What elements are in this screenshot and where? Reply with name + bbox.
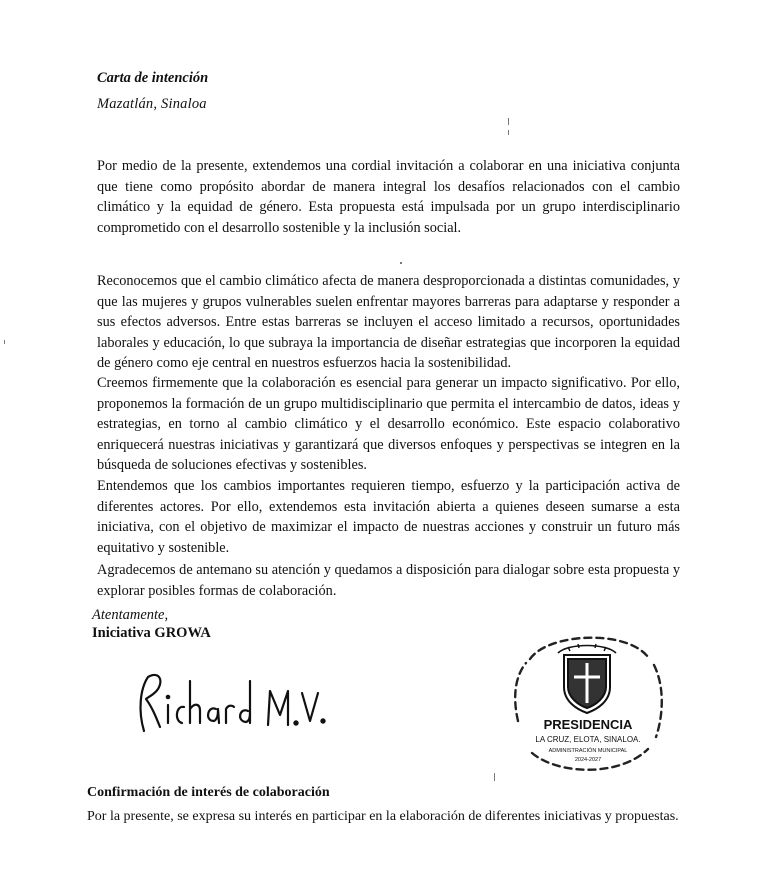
scan-speck (508, 130, 509, 135)
paragraph-recognition: Reconocemos que el cambio climático afecta de manera desproporcionada a distintas comunidades, y que las mujeres y grupos vulnerables suelen enfrentar mayores barreras para adaptarse y responder a sus efectos adversos. Entre estas barreras se incluyen el acceso limitado a recursos, oportunidades laborales y educación, lo que subraya la importancia de diseñar estrategias que incorporen la equidad de género como eje central en nuestros esfuerzos hacia la sostenibilidad. (97, 273, 680, 372)
svg-text:ADMINISTRACIÓN MUNICIPAL: ADMINISTRACIÓN MUNICIPAL (548, 748, 628, 754)
scan-speck (508, 118, 509, 125)
letter-place: Mazatlán, Sinaloa (97, 96, 207, 112)
svg-text:LA CRUZ, ELOTA, SINALOA.: LA CRUZ, ELOTA, SINALOA. (535, 735, 641, 744)
signer-name: Iniciativa GROWA (92, 625, 211, 641)
presidencia-seal (508, 625, 668, 780)
confirmation-heading: Confirmación de interés de colaboración (87, 785, 330, 800)
scan-speck (4, 340, 5, 344)
svg-text:PRESIDENCIA: PRESIDENCIA (543, 717, 633, 732)
handwritten-signature (128, 665, 328, 740)
closing: Atentamente, (92, 607, 169, 623)
paragraph-invitation: Por medio de la presente, extendemos una cordial invitación a colaborar en una iniciativa conjunta que tiene como propósito abordar de manera integral los desafíos relacionados con el cambio climático y la equidad de género. Esta propuesta está impulsada por un grupo interdisciplinario comprometido con el desarrollo sostenible y la inclusión social. (97, 158, 680, 236)
paragraph-collaboration: Creemos firmemente que la colaboración es esencial para generar un impacto significativo. Por ello, proponemos la formación de un grupo multidisciplinario que permita el intercambio de datos, ideas y estrategias, en torno al cambio climático y el desarrollo económico. Este espacio colaborativo enriquecerá nuestras iniciativas y garantizará que diversos enfoques y perspectivas se integren en la búsqueda de soluciones efectivas y sostenibles. (97, 375, 680, 474)
svg-text:2024-2027: 2024-2027 (574, 757, 602, 763)
scan-speck (494, 773, 495, 781)
paragraph-open-invitation: Entendemos que los cambios importantes requieren tiempo, esfuerzo y la participación activa de diferentes actores. Por ello, extendemos esta invitación abierta a quienes deseen sumarse a esta iniciativa, con el objetivo de maximizar el impacto de nuestras acciones y construir un futuro más equitativo y sostenible. (97, 478, 680, 556)
confirmation-text: Por la presente, se expresa su interés en participar en la elaboración de diferentes iniciativas y propuestas. (87, 809, 679, 824)
paragraph-thanks: Agradecemos de antemano su atención y quedamos a disposición para dialogar sobre esta propuesta y explorar posibles formas de colaboración. (97, 562, 680, 599)
letter-title: Carta de intención (97, 70, 209, 86)
scan-speck (400, 262, 402, 264)
